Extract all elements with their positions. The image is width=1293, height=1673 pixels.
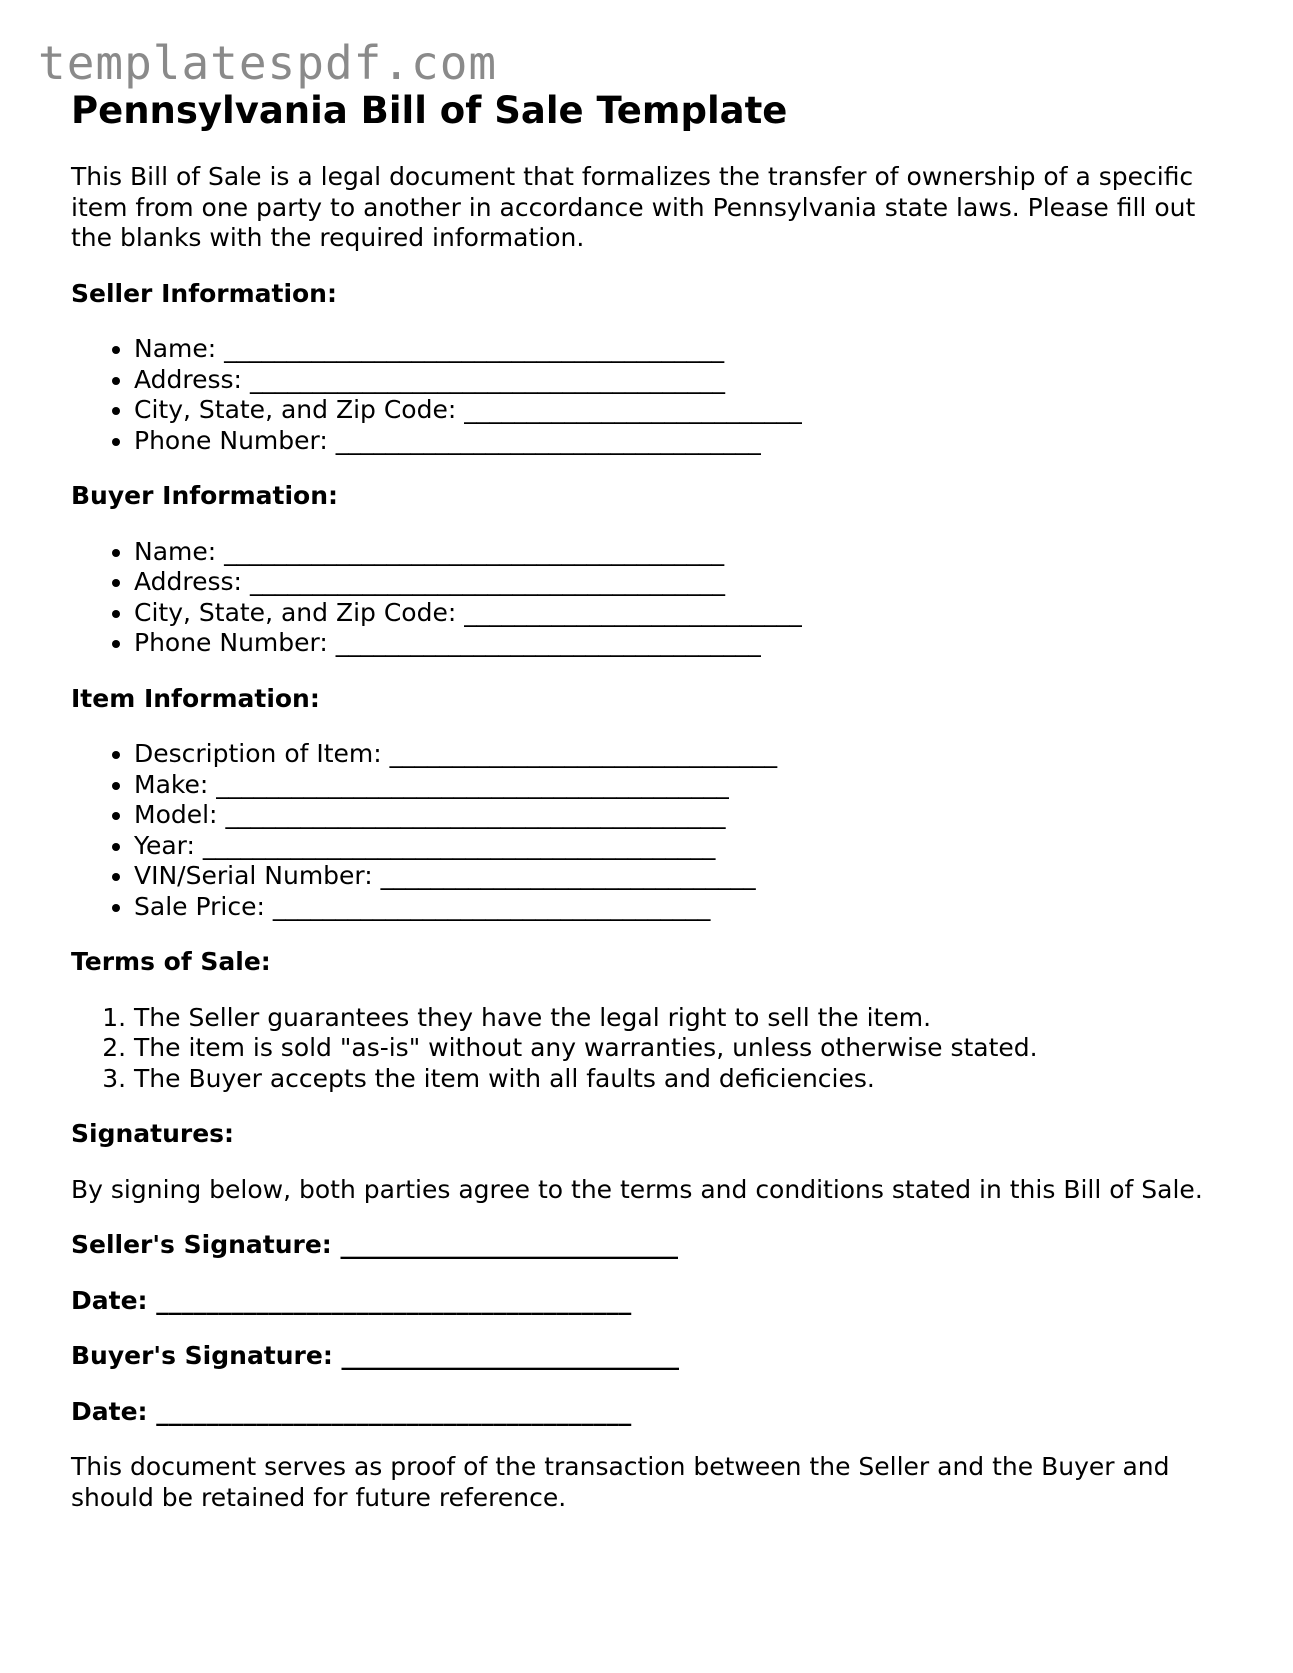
field-label: Description of Item:: [134, 739, 390, 768]
buyer-signature-line: [71, 1341, 1231, 1372]
terms-list: [71, 1003, 1231, 1095]
seller-city-state-zip-field: [134, 395, 1231, 426]
field-label: City, State, and Zip Code:: [134, 597, 465, 627]
fill-in-blank[interactable]: ______________________________________: [249, 364, 725, 394]
seller-phone-field: [134, 426, 1231, 457]
fill-in-blank[interactable]: __________________________________: [335, 425, 761, 455]
fill-in-blank[interactable]: _______________________________: [389, 739, 778, 768]
field-label: Model:: [134, 800, 226, 829]
field-label: Make:: [134, 769, 217, 799]
seller-signature-blank[interactable]: ___________________________: [340, 1230, 678, 1259]
fill-in-blank[interactable]: _________________________________________: [202, 830, 716, 860]
field-label: Name:: [134, 334, 225, 363]
buyer-address-field: [134, 567, 1231, 598]
buyer-info-heading: Buyer Information:: [71, 481, 339, 510]
buyer-phone-field: [134, 628, 1231, 659]
buyer-date-blank[interactable]: ______________________________________: [156, 1396, 632, 1426]
field-label: Address:: [134, 567, 250, 596]
item-sale-price-field: [134, 892, 1231, 923]
item-field-list: [71, 739, 1231, 922]
fill-in-blank[interactable]: ______________________________________: [249, 567, 725, 596]
field-label: Date:: [71, 1396, 157, 1426]
seller-date-blank[interactable]: ______________________________________: [156, 1285, 632, 1315]
seller-field-list: [71, 334, 1231, 456]
watermark: templatespdf.com: [38, 36, 498, 90]
page-title: Pennsylvania Bill of Sale Template: [71, 89, 788, 132]
seller-name-field: [134, 334, 1231, 365]
signatures-heading: Signatures:: [71, 1119, 235, 1148]
field-label: VIN/Serial Number:: [134, 861, 381, 890]
fill-in-blank[interactable]: _________________________________________: [216, 769, 729, 799]
term-item: 2. The item is sold "as-is" without any warranties, unless otherwise stated.: [134, 1033, 1231, 1064]
fill-in-blank[interactable]: ________________________________________: [224, 334, 725, 363]
term-item: 3. The Buyer accepts the item with all faults and deficiencies.: [134, 1064, 1231, 1095]
terms-heading: Terms of Sale:: [71, 947, 271, 976]
closing-paragraph: This document serves as proof of the transaction between the Seller and the Buyer and should be retained for future reference.: [71, 1452, 1170, 1512]
field-label: Sale Price:: [134, 891, 273, 921]
field-label: Year:: [134, 830, 203, 860]
fill-in-blank[interactable]: ________________________________________: [225, 800, 726, 829]
fill-in-blank[interactable]: ___________________________: [464, 597, 802, 627]
buyer-field-list: [71, 537, 1231, 659]
field-label: Seller's Signature:: [71, 1230, 341, 1259]
fill-in-blank[interactable]: ______________________________: [380, 861, 756, 890]
field-label: Date:: [71, 1285, 157, 1315]
intro-paragraph: This Bill of Sale is a legal document that formalizes the transfer of ownership of a specific item from one party to another in accordance with Pennsylvania state laws. Please fill out the blanks with the required information.: [71, 162, 1196, 252]
fill-in-blank[interactable]: __________________________________: [335, 628, 761, 657]
seller-info-heading: Seller Information:: [71, 278, 337, 308]
field-label: Buyer's Signature:: [71, 1341, 342, 1370]
signatures-statement: By signing below, both parties agree to the terms and conditions stated in this Bill of Sale.: [71, 1174, 1203, 1204]
item-make-field: [134, 770, 1231, 801]
term-item: 1. The Seller guarantees they have the legal right to sell the item.: [134, 1003, 1231, 1034]
buyer-date-line: [71, 1397, 1231, 1428]
document: [71, 86, 1231, 1513]
field-label: Address:: [134, 364, 250, 394]
fill-in-blank[interactable]: ________________________________________: [224, 536, 725, 566]
buyer-name-field: [134, 537, 1231, 568]
field-label: Phone Number:: [134, 425, 336, 455]
fill-in-blank[interactable]: ___________________________: [464, 395, 802, 424]
item-description-field: [134, 739, 1231, 770]
seller-date-line: [71, 1286, 1231, 1317]
item-vin-serial-field: [134, 861, 1231, 892]
buyer-signature-blank[interactable]: ___________________________: [341, 1341, 680, 1370]
fill-in-blank[interactable]: ___________________________________: [272, 891, 711, 921]
field-label: Name:: [134, 536, 225, 566]
buyer-city-state-zip-field: [134, 598, 1231, 629]
seller-address-field: [134, 365, 1231, 396]
item-info-heading: Item Information:: [71, 683, 320, 713]
field-label: Phone Number:: [134, 628, 336, 657]
item-model-field: [134, 800, 1231, 831]
item-year-field: [134, 831, 1231, 862]
field-label: City, State, and Zip Code:: [134, 395, 465, 424]
seller-signature-line: [71, 1230, 1231, 1261]
